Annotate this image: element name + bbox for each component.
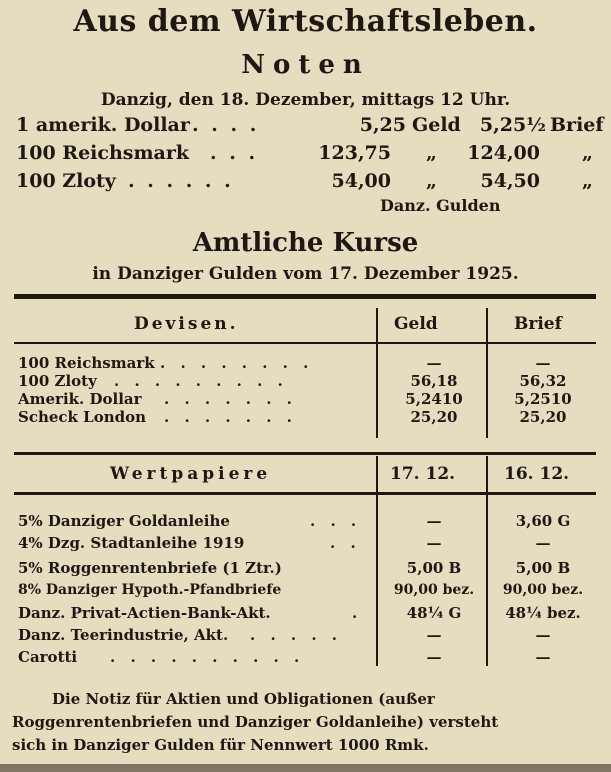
next-headline-edge	[0, 764, 611, 772]
page-title: Aus dem Wirtschaftsleben.	[73, 4, 538, 39]
col1-value: —	[426, 626, 442, 644]
ditto-mark: „	[426, 142, 437, 164]
brief-value: —	[535, 354, 551, 372]
table-row	[14, 390, 596, 408]
quote-row	[16, 170, 606, 198]
leader-dots: . . . . . . . . . .	[110, 648, 305, 666]
table-row	[14, 372, 596, 390]
geld-value: 5,2410	[405, 390, 463, 408]
table-row	[14, 534, 596, 552]
rates-table	[14, 294, 596, 686]
leader-dots: . . .	[310, 512, 362, 530]
leader-dots: . . . . . .	[128, 170, 234, 192]
leader-dots: . .	[330, 534, 361, 552]
section-subtitle: in Danziger Gulden vom 17. Dezember 1925.	[92, 264, 519, 284]
section-title-noten: Noten	[241, 50, 370, 80]
banknote-quotes	[16, 114, 606, 198]
footnote-line: Die Notiz für Aktien und Obligationen (außer	[52, 690, 435, 708]
col2-value: 3,60 G	[515, 512, 571, 530]
brief-header: Brief	[514, 314, 562, 334]
section-rule	[14, 452, 596, 455]
date-header: 17. 12.	[390, 464, 456, 484]
col1-value: —	[426, 512, 442, 530]
brief-word: Brief	[550, 114, 604, 136]
table-row	[14, 408, 596, 426]
devisen-header: Devisen.	[134, 314, 239, 334]
leader-dots: . . . . . . . .	[160, 354, 314, 372]
ditto-mark: „	[426, 170, 437, 192]
row-name: 100 Zloty	[18, 372, 97, 390]
col1-value: —	[426, 534, 442, 552]
row-name: 5% Danziger Goldanleihe	[18, 512, 230, 530]
geld-header: Geld	[394, 314, 438, 334]
quote-label: 100 Zloty	[16, 170, 116, 192]
table-row	[14, 604, 596, 622]
leader-dots: . . . . . . . . .	[114, 372, 288, 390]
brief-value: 56,32	[519, 372, 567, 390]
row-name: Danz. Teerindustrie, Akt.	[18, 626, 229, 644]
row-name: Carotti	[18, 648, 78, 666]
row-name: 4% Dzg. Stadtanleihe 1919	[18, 534, 245, 552]
geld-word: Geld	[412, 114, 461, 136]
row-name: 100 Reichsmark	[18, 354, 155, 372]
footnote	[12, 688, 598, 757]
table-row	[14, 512, 596, 530]
quote-row	[16, 142, 606, 170]
table-row	[14, 354, 596, 372]
leader-dots: . . . .	[192, 114, 260, 136]
quote-label: 100 Reichsmark	[16, 142, 190, 164]
geld-value: 25,20	[410, 408, 458, 426]
leader-dots: .	[352, 604, 363, 622]
col2-value: —	[535, 534, 551, 552]
row-name: 8% Danziger Hypoth.-Pfandbriefe	[18, 582, 282, 598]
section-title-kurse: Amtliche Kurse	[192, 228, 419, 258]
col1-value: 90,00 bez.	[393, 582, 475, 598]
geld-value: 56,18	[410, 372, 458, 390]
footnote-line: sich in Danziger Gulden für Nennwert 1000 Rmk.	[12, 736, 429, 754]
leader-dots: . . . . . . .	[164, 390, 297, 408]
leader-dots: . . . . . . .	[164, 408, 297, 426]
leader-dots: . . .	[210, 142, 259, 164]
geld-value: —	[426, 354, 442, 372]
geld-value: 123,75	[318, 142, 391, 164]
col2-value: 90,00 bez.	[502, 582, 584, 598]
ditto-mark: „	[582, 170, 593, 192]
table-top-rule	[14, 294, 596, 299]
col1-value: 48¼ G	[406, 604, 462, 622]
col2-value: 5,00 B	[515, 559, 571, 577]
header-rule	[14, 342, 596, 344]
wertpapiere-header: Wertpapiere	[110, 464, 272, 484]
table-row	[14, 582, 596, 600]
geld-value: 54,00	[331, 170, 391, 192]
table-row	[14, 626, 596, 644]
brief-value: 124,00	[467, 142, 540, 164]
col2-value: —	[535, 648, 551, 666]
col1-value: 5,00 B	[406, 559, 462, 577]
brief-value: 25,20	[519, 408, 567, 426]
row-name: Danz. Privat-Actien-Bank-Akt.	[18, 604, 271, 622]
footnote-line: Roggenrentenbriefen und Danziger Goldanleihe) versteht	[12, 713, 499, 731]
brief-value: 5,25½	[479, 114, 546, 136]
quote-row	[16, 114, 606, 142]
currency-note: Danz. Gulden	[380, 196, 501, 215]
dateline: Danzig, den 18. Dezember, mittags 12 Uhr.	[100, 90, 511, 110]
brief-value: 54,50	[480, 170, 540, 192]
table-row	[14, 559, 596, 577]
geld-value: 5,25	[359, 114, 406, 136]
row-name: Scheck London	[18, 408, 147, 426]
col2-value: 48¼ bez.	[505, 604, 581, 622]
row-name: 5% Roggenrentenbriefe (1 Ztr.)	[18, 559, 282, 577]
leader-dots: . . . . .	[250, 626, 342, 644]
table-row	[14, 648, 596, 666]
col1-value: —	[426, 648, 442, 666]
date-header: 16. 12.	[504, 464, 570, 484]
row-name: Amerik. Dollar	[18, 390, 142, 408]
brief-value: 5,2510	[514, 390, 572, 408]
section-rule	[14, 492, 596, 495]
ditto-mark: „	[582, 142, 593, 164]
quote-label: 1 amerik. Dollar	[16, 114, 190, 136]
col2-value: —	[535, 626, 551, 644]
